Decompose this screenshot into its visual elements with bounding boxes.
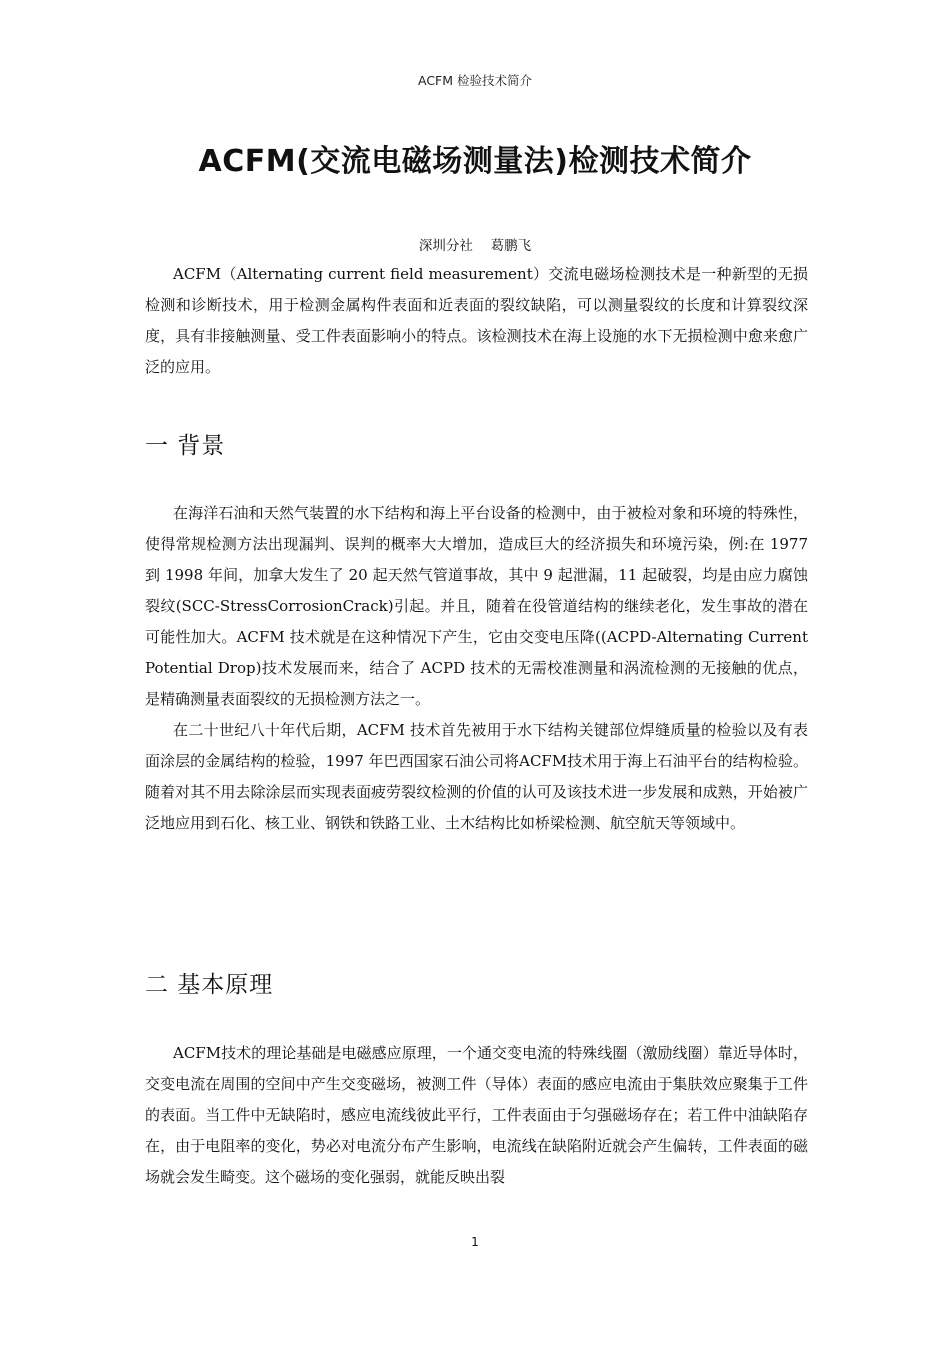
background-paragraph-2: 在二十世纪八十年代后期，ACFM 技术首先被用于水下结构关键部位焊缝质量的检验以及有表面涂层的金属结构的检验，1997 年巴西国家石油公司将ACFM技术用于海上石油平台的结构检验。随着对其不用去除涂层而实现表面疲劳裂纹检测的价值的认可及该技术进一步发展和成熟，开始被广泛地应用到石化、核工业、钢铁和铁路工业、土木结构比如桥梁检测、航空航天等领域中。 (145, 721, 808, 832)
principle-paragraph-1: ACFM技术的理论基础是电磁感应原理，一个通交变电流的特殊线圈（激励线圈）靠近导体时，交变电流在周围的空间中产生交变磁场，被测工件（导体）表面的感应电流由于集肤效应聚集于工件的表面。当工件中无缺陷时，感应电流线彼此平行，工件表面由于匀强磁场存在；若工件中油缺陷存在，由于电阻率的变化，势必对电流分布产生影响，电流线在缺陷附近就会产生偏转，工件表面的磁场就会发生畸变。这个磁场的变化强弱，就能反映出裂 (145, 1044, 808, 1186)
section-background-body (145, 498, 808, 839)
page-number: 1 (471, 1235, 479, 1249)
intro-block (145, 259, 808, 383)
running-header: ACFM 检验技术简介 (417, 73, 532, 88)
intro-paragraph: ACFM（Alternating current field measurement）交流电磁场检测技术是一种新型的无损检测和诊断技术，用于检测金属构件表面和近表面的裂纹缺陷，可以测量裂纹的长度和计算裂纹深度，具有非接触测量、受工件表面影响小的特点。该检测技术在海上设施的水下无损检测中愈来愈广泛的应用。 (145, 265, 808, 376)
document-title: ACFM(交流电磁场测量法)检测技术简介 (198, 144, 752, 179)
section-heading-background: 一 背景 (145, 433, 226, 459)
section-heading-principle: 二 基本原理 (145, 972, 274, 998)
background-paragraph-1: 在海洋石油和天然气装置的水下结构和海上平台设备的检测中，由于被检对象和环境的特殊性，使得常规检测方法出现漏判、误判的概率大大增加，造成巨大的经济损失和环境污染，例:在 1977 到 1998 年间，加拿大发生了 20 起天然气管道事故，其中 9 起泄漏，11 起破裂，均是由应力腐蚀裂纹(SCC-StressCorrosionCrack)引起。并且，随着在役管道结构的继续老化，发生事故的潜在可能性加大。ACFM 技术就是在这种情况下产生，它由交变电压降((ACPD-Alternating Current Potential Drop)技术发展而来，结合了 ACPD 技术的无需校准测量和涡流检测的无接触的优点，是精确测量表面裂纹的无损检测方法之一。 (145, 504, 808, 708)
author-line: 深圳分社 葛鹏飞 (418, 238, 532, 254)
section-principle-body (145, 1038, 808, 1193)
